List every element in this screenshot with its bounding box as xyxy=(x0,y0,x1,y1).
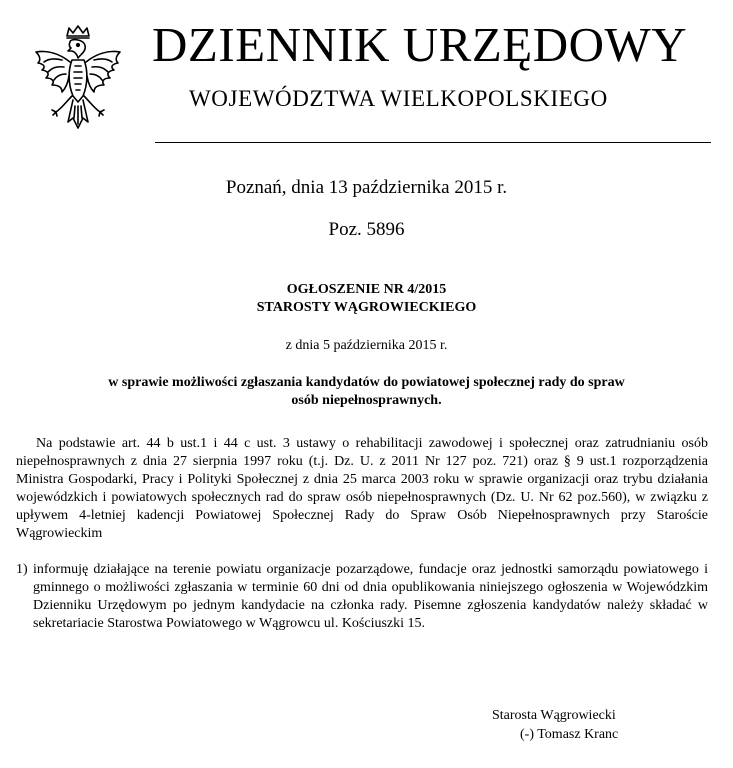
announcement-subject-line1: w sprawie możliwości zgłaszania kandydatów do powiatowej społecznej rady do spraw xyxy=(108,375,625,390)
signature-name: (-) Tomasz Kranc xyxy=(520,727,619,742)
announcement-subject-line2: osób niepełnosprawnych. xyxy=(291,393,442,408)
list-item-number: 1) xyxy=(16,562,28,577)
signature-role: Starosta Wągrowiecki xyxy=(492,708,616,723)
position-number: Poz. 5896 xyxy=(328,219,405,240)
place-date: Poznań, dnia 13 października 2015 r. xyxy=(225,177,508,198)
gazette-title: DZIENNIK URZĘDOWY xyxy=(152,17,688,72)
gazette-subtitle: WOJEWÓDZTWA WIELKOPOLSKIEGO xyxy=(189,86,608,111)
announcement-title: OGŁOSZENIE NR 4/2015 xyxy=(286,282,447,297)
polish-eagle-icon xyxy=(22,22,134,140)
announcement-date: z dnia 5 października 2015 r. xyxy=(285,338,448,353)
announcement-issuer: STAROSTY WĄGROWIECKIEGO xyxy=(256,300,477,315)
legal-basis-paragraph: Na podstawie art. 44 b ust.1 i 44 c ust. 3 ustawy o rehabilitacji zawodowej i społecznej oraz zatrudnianiu osób niepełnosprawnych z dnia 27 sierpnia 1997 roku (t.j. Dz. U. z 2011 Nr 127 poz. 721) oraz § 9 ust.1 rozporządzenia Ministra Gospodarki, Pracy i Polityki Społecznej z dnia 25 marca 2003 roku w sprawie organizacji oraz trybu działania wojewódzkich i powiatowych społecznych rad do spraw osób niepełnosprawnych (Dz. U. Nr 62 poz.560), w związku z upływem 4-letniej kadencji Powiatowej Społecznej Rady do Spraw Osób Niepełnosprawnych przy Staroście Wągrowieckim xyxy=(16,436,708,541)
header-divider xyxy=(155,142,711,143)
list-item-text: informuję działające na terenie powiatu organizacje pozarządowe, fundacje oraz jednostki samorządu powiatowego i gminnego o możliwości zgłaszania w terminie 60 dni od dnia opublikowania niniejszego ogłoszenia w Wojewódzkim Dzienniku Urzędowym po jednym kandydacie na członka rady. Pisemne zgłoszenia kandydatów należy składać w sekretariacie Starostwa Powiatowego w Wągrowcu ul. Kościuszki 15. xyxy=(33,562,708,631)
